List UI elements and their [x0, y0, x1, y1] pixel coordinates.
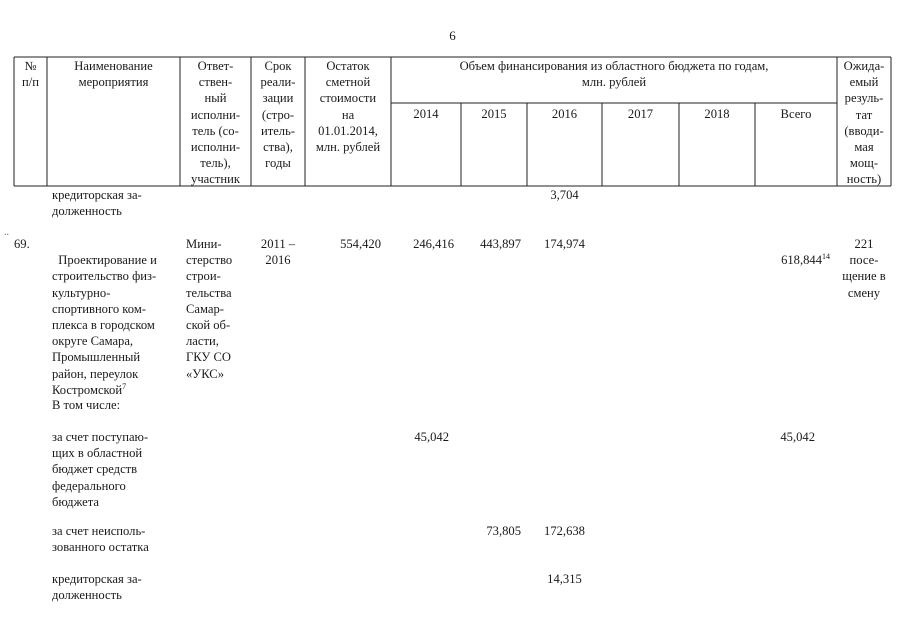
- row-69-term: 2011 – 2016: [260, 237, 296, 268]
- header-total: Всего: [780, 107, 812, 121]
- row-cont-debt-label: кредиторская за- долженность: [52, 188, 142, 219]
- row-69-number: 69.: [14, 237, 30, 251]
- row-unused-2015: 73,805: [486, 524, 521, 538]
- page-number: 6: [449, 28, 456, 43]
- row-unused-label: за счет неисполь- зованного остатка: [52, 524, 149, 555]
- header-year-2018: 2018: [704, 107, 730, 121]
- row-69-name: Проектирование и строительство физ- культурно- спортивного ком- плекса в городском округе Самара, Промышленный район, переулок Костромской$^7$: [52, 253, 157, 397]
- row-debt-label: кредиторская за- долженность: [52, 572, 142, 603]
- row-69-2016: 174,974: [544, 237, 585, 251]
- header-expected-result: Ожида- емый резуль- тат (вводи- мая мощ- ность): [843, 59, 885, 187]
- row-69-total: 618,844$^{14}$: [781, 252, 830, 268]
- row-69-name-footnote: 7: [122, 381, 127, 391]
- header-remaining-cost: Остаток сметной стоимости на 01.01.2014, млн. рублей: [315, 59, 381, 155]
- row-69-2014: 246,416: [413, 237, 454, 251]
- row-federal-2014: 45,042: [414, 430, 449, 444]
- row-69-remaining-cost: 554,420: [340, 237, 381, 251]
- including-label: В том числе:: [52, 398, 121, 412]
- header-year-2017: 2017: [627, 107, 654, 121]
- header-funding: Объем финансирования из областного бюджета по годам, млн. рублей: [459, 59, 769, 90]
- row-unused-2016: 172,638: [544, 524, 585, 538]
- row-debt-2016: 14,315: [547, 572, 582, 586]
- header-term: Срок реали- зации (стро- итель- ства), годы: [260, 59, 296, 171]
- margin-mark: ..: [4, 227, 9, 238]
- header-year-2016: 2016: [551, 107, 578, 121]
- header-executor: Ответ- ствен- ный исполни- тель (со- исполни- тель), участник: [190, 59, 241, 187]
- row-69-2015: 443,897: [480, 237, 521, 251]
- row-federal-total: 45,042: [780, 430, 815, 444]
- row-69-expected-result: 221 посе- щение в смену: [842, 237, 886, 300]
- header-year-2015: 2015: [481, 107, 507, 121]
- row-cont-debt-2016: 3,704: [550, 188, 579, 202]
- row-69-total-footnote: 14: [822, 252, 830, 262]
- row-69-executor: Мини- стерство строи- тельства Самар- ской об- ласти, ГКУ СО «УКС»: [186, 237, 233, 381]
- row-federal-label: за счет поступаю- щих в областной бюджет средств федерального бюджета: [52, 430, 149, 509]
- header-name: Наименование мероприятия: [74, 59, 153, 90]
- header-num: № п/п: [22, 59, 39, 90]
- header-year-2014: 2014: [413, 107, 439, 121]
